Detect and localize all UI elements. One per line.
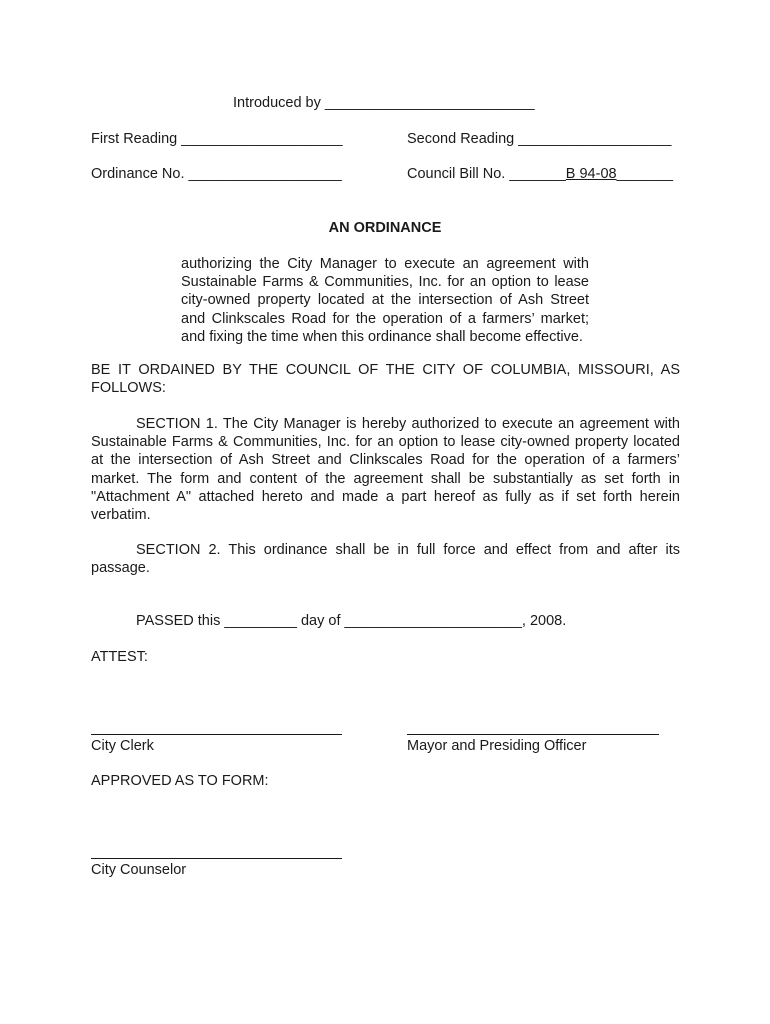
- attest-label: ATTEST:: [91, 649, 148, 665]
- ordinance-summary: [181, 255, 589, 346]
- section-1-text: SECTION 1. The City Manager is hereby authorized to execute an agreement with Sustainable Farms & Communities, Inc. for an option to lease city-owned property located at the intersection of Ash Street and Clinkscales Road for the operation of a farmers’ market. The form and content of the agreement shall be substantially as set forth in "Attachment A" attached hereto and made a part hereof as fully as if set forth herein verbatim.: [91, 416, 680, 524]
- section-2: [91, 541, 680, 577]
- section-1: [91, 415, 680, 524]
- city-clerk-signature-line: [91, 734, 342, 735]
- second-reading-line: Second Reading ___________________: [407, 131, 672, 147]
- mayor-signature-line: [407, 734, 659, 735]
- ordain-clause: [91, 361, 680, 397]
- ordinance-number-line: Ordinance No. ___________________: [91, 166, 342, 182]
- ordinance-title: AN ORDINANCE: [328, 220, 442, 236]
- first-reading-line: First Reading ____________________: [91, 131, 343, 147]
- city-counselor-label: City Counselor: [91, 862, 187, 878]
- city-clerk-label: City Clerk: [91, 738, 154, 754]
- council-bill-line: [407, 165, 673, 183]
- mayor-label: Mayor and Presiding Officer: [407, 738, 587, 754]
- council-bill-number: B 94-08: [565, 166, 617, 182]
- approved-as-to-form-label: APPROVED AS TO FORM:: [91, 773, 269, 789]
- section-2-text: SECTION 2. This ordinance shall be in full force and effect from and after its passage.: [91, 542, 680, 577]
- passed-line: PASSED this _________ day of ______________________, 2008.: [136, 613, 567, 629]
- council-bill-suffix: _______: [616, 166, 674, 182]
- introduced-by-line: Introduced by __________________________: [233, 95, 535, 111]
- city-counselor-signature-line: [91, 858, 342, 859]
- council-bill-prefix: Council Bill No. _______: [407, 166, 566, 182]
- summary-text: authorizing the City Manager to execute an agreement with Sustainable Farms & Communities, Inc. for an option to lease city-owned property located at the intersection of Ash Street and Clinkscales Road for the operation of a farmers’ market; and fixing the time when this ordinance shall become effective.: [181, 256, 589, 345]
- ordain-text: BE IT ORDAINED BY THE COUNCIL OF THE CITY OF COLUMBIA, MISSOURI, AS FOLLOWS:: [91, 362, 680, 397]
